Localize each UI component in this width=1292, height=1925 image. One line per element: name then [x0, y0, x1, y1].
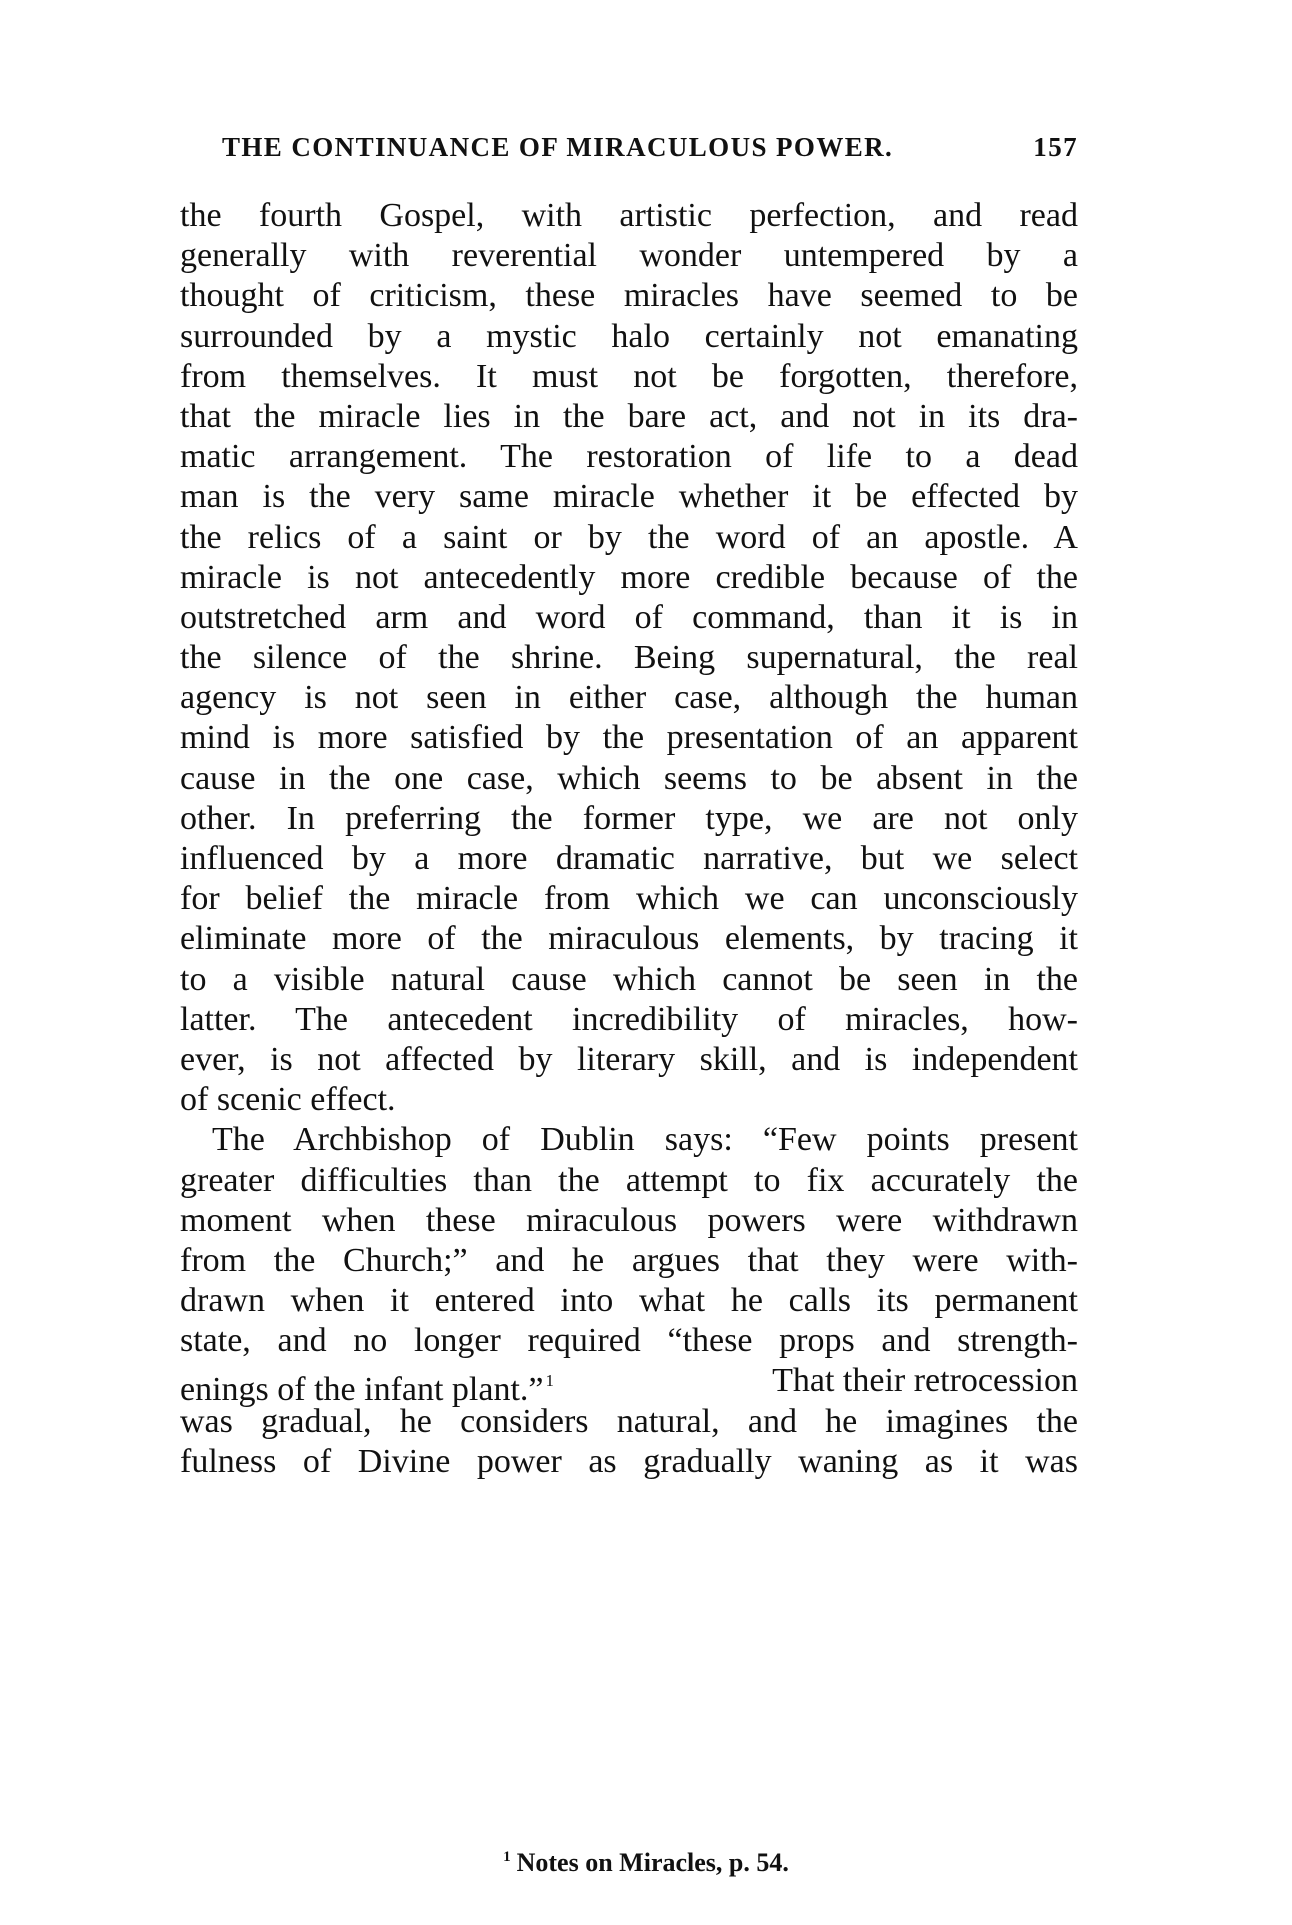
- text-line: the fourth Gospel, with artistic perfection, and read: [180, 197, 1078, 234]
- text-line: mind is more satisfied by the presentation of an apparent: [180, 719, 1078, 757]
- text-line: of scenic effect.: [180, 1081, 396, 1119]
- text-line: the silence of the shrine. Being supernatural, the real: [180, 639, 1078, 677]
- text-line: for belief the miracle from which we can unconsciously: [180, 880, 1078, 918]
- footnote: [0, 1848, 1292, 1878]
- text-line: greater difficulties than the attempt to fix accurately the: [180, 1161, 1078, 1199]
- text-line: other. In preferring the former type, we are not only: [180, 799, 1078, 837]
- text-line: miracle is not antecedently more credible because of the: [180, 558, 1078, 596]
- text-line: state, and no longer required “these props and strength-: [180, 1322, 1078, 1360]
- text-segment: That their retrocession: [772, 1362, 1078, 1400]
- text-line: from the Church;” and he argues that they were with-: [180, 1241, 1078, 1279]
- text-line: latter. The antecedent incredibility of miracles, how-: [180, 1000, 1078, 1038]
- text-line-with-footnote-ref: [180, 1361, 1078, 1409]
- text-line: thought of criticism, these miracles have seemed to be: [180, 277, 1078, 315]
- text-line: matic arrangement. The restoration of life to a dead: [180, 438, 1078, 476]
- paragraph-2: [180, 1120, 1078, 1482]
- text-line: drawn when it entered into what he calls its permanent: [180, 1282, 1078, 1320]
- running-title: THE CONTINUANCE OF MIRACULOUS POWER.: [222, 132, 894, 162]
- text-line: that the miracle lies in the bare act, and not in its dra-: [180, 397, 1078, 435]
- text-line: from themselves. It must not be forgotten, therefore,: [180, 357, 1078, 395]
- footnote-marker: 1: [503, 1849, 511, 1865]
- running-head: [222, 132, 1078, 172]
- text-line: was gradual, he considers natural, and he imagines the: [180, 1402, 1078, 1440]
- footnote-text: Notes on Miracles, p. 54.: [516, 1848, 789, 1877]
- text-line: the relics of a saint or by the word of an apostle. A: [180, 518, 1078, 556]
- text-line: eliminate more of the miraculous elements, by tracing it: [180, 920, 1078, 958]
- text-line: ever, is not affected by literary skill, and is independent: [180, 1040, 1078, 1078]
- text-line: fulness of Divine power as gradually waning as it was: [180, 1442, 1078, 1480]
- text-line: The Archbishop of Dublin says: “Few points present: [212, 1121, 1078, 1159]
- text-line: moment when these miraculous powers were withdrawn: [180, 1201, 1078, 1239]
- text-line: influenced by a more dramatic narrative, but we select: [180, 840, 1078, 877]
- page-number: 157: [1033, 132, 1078, 162]
- paragraph-1: [180, 196, 1078, 1120]
- footnote-ref-marker[interactable]: 1: [545, 1371, 555, 1391]
- text-segment: enings of the infant plant.” $^1$: [180, 1371, 555, 1409]
- text-line: cause in the one case, which seems to be absent in the: [180, 759, 1078, 797]
- text-line: generally with reverential wonder untempered by a: [180, 237, 1078, 275]
- text-line: man is the very same miracle whether it be effected by: [180, 478, 1078, 516]
- text-line: to a visible natural cause which cannot be seen in the: [180, 960, 1078, 998]
- text-line: agency is not seen in either case, although the human: [180, 679, 1078, 717]
- body-text: [180, 196, 1078, 1482]
- text-line: surrounded by a mystic halo certainly not emanating: [180, 317, 1078, 355]
- text-line: outstretched arm and word of command, than it is in: [180, 598, 1078, 636]
